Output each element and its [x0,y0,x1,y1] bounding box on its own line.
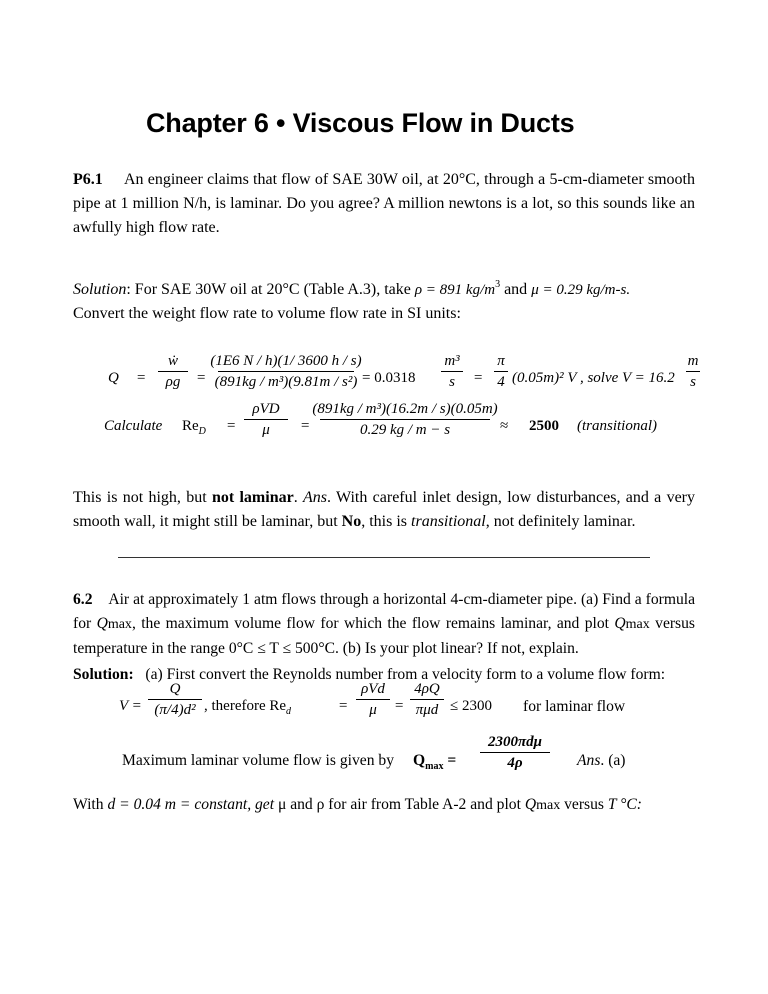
ans-label: Ans [303,489,328,506]
frac-num: π [497,353,505,369]
solution-text: : For SAE 30W oil at 20°C (Table A.3), take [126,281,415,298]
frac-num: ẇ [167,353,178,369]
frac-den: ρg [165,374,181,390]
laminar-note: for laminar flow [523,698,626,715]
qmax-subscript: max [625,617,650,632]
frac-num: ρVD [252,401,280,417]
eq-velocity-solve: (0.05m)² V , solve V = 16.2 [512,370,675,386]
transitional-note: (transitional) [577,418,658,434]
problem-6-1 [73,168,695,240]
frac-num: 2300πdμ [487,734,543,750]
laminar-limit: ≤ 2300 [450,698,492,714]
final-text: versus [560,796,608,813]
frac-den: μ [262,422,270,438]
ans-label: Ans [577,752,601,769]
eq-equals-4: = [473,370,484,386]
final-text: T °C: [607,796,642,813]
therefore-re [204,698,291,715]
eq-equals: = [447,752,457,769]
reynolds-result: 2500 [529,418,559,434]
conclusion-text: , this is [361,513,412,530]
eq-equals: = [136,370,147,386]
frac-num: m [687,353,699,369]
re-subscript: D [198,426,206,437]
fraction-weight-conversion [210,352,362,391]
eq-q-lhs: Q [108,370,119,386]
eq-equals-2: = [394,698,405,714]
section-divider [118,557,650,558]
fraction-pi-over-4 [494,352,508,391]
frac-den: 4 [497,374,505,390]
problem-label: P6.1 [73,171,103,188]
problem-6-2 [73,588,695,661]
re-subscript: d [286,706,292,717]
approx-sign: ≈ [500,418,509,434]
problem-text: , the maximum volume flow for which the flow remains laminar, and plot [131,615,615,632]
frac-num: (1E6 N / h)(1/ 3600 h / s) [210,353,362,369]
eq-v-lhs: V = [119,698,142,714]
frac-num: (891kg / m³)(16.2m / s)(0.05m) [312,401,498,417]
eq-equals-2: = [300,418,311,434]
eq-equals: = [338,698,349,714]
frac-num: m³ [444,353,460,369]
problem-text: Air at approximately 1 atm flows through a horizontal 4-cm-diameter pipe. (a) Find a formula for [73,591,696,632]
eq-flow-value: = 0.0318 [362,370,416,386]
fraction-q-over-area [148,680,202,719]
eq-equals-2: = [196,370,207,386]
qmax-symbol: Q [96,615,108,632]
conclusion-text: . With careful inlet design, low disturbances, and a very smooth wall, it might still be laminar, but [73,489,696,530]
final-text: μ and ρ for air from Table A-2 and plot [277,796,525,813]
rho-value: ρ = 891 kg/m [414,282,496,298]
problem-text: versus temperature in the range 0°C ≤ T ≤ 500°C. (b) Is your plot linear? If not, explain. [73,615,695,657]
frac-den: (891kg / m³)(9.81m / s²) [214,374,358,390]
fraction-rho-v-d-over-mu [356,680,390,719]
frac-den: s [449,374,455,390]
ans-a [577,752,626,770]
qmax-subscript: max [107,617,132,632]
re-symbol: Re [182,418,199,434]
final-line-6-2 [73,796,642,814]
conclusion-text: , not definitely laminar. [485,513,636,530]
re-lhs [182,418,206,435]
qmax-label: Maximum laminar volume flow is given by [122,752,394,769]
solution-text: (a) First convert the Reynolds number from a velocity form to a volume flow form: [145,666,666,683]
frac-den: s [690,374,696,390]
fraction-qmax-formula [480,733,550,772]
calculate-label: Calculate [104,418,163,434]
solution-label: Solution: [73,666,134,683]
frac-den: (π/4)d² [154,702,196,718]
fraction-m-per-s [686,352,700,391]
problem-text: An engineer claims that flow of SAE 30W oil, at 20°C, through a 5-cm-diameter smooth pipe at 1 million N/h, is laminar. Do you agree? A million newtons is a lot, so this sounds like an awfully high flow rate. [73,171,695,236]
chapter-title: Chapter 6 • Viscous Flow in Ducts [146,108,575,138]
therefore-text: , therefore Re [204,698,287,714]
conclusion-text: This is not high, but [73,489,212,506]
qmax-lhs [413,752,456,770]
frac-num: 4ρQ [414,681,440,697]
and-text: and [500,281,532,298]
rho-exponent: 3 [495,279,501,290]
solution-label: Solution [73,281,127,298]
conclusion-text: . [293,489,304,506]
final-text: With [73,796,108,813]
not-laminar: not laminar [211,489,294,506]
qmax-symbol: Q [524,796,537,813]
frac-num: ρVd [361,681,385,697]
problem-label: 6.2 [73,591,93,608]
frac-den: πμd [415,702,439,718]
frac-den: μ [369,702,377,718]
mu-value: μ = 0.29 kg/m-s. [531,282,631,298]
qmax-subscript: max [536,798,561,813]
qmax-symbol: Q [413,752,426,769]
fraction-rho-v-d-over-mu [244,400,288,439]
qmax-symbol: Q [614,615,626,632]
fraction-4-rho-q [410,680,444,719]
answer-no: No [341,513,362,530]
frac-den: 0.29 kg / m − s [359,422,451,438]
frac-num: Q [169,681,181,697]
fraction-m3-per-s [441,352,463,391]
solution-6-1-intro [73,278,695,326]
eq-equals: = [226,418,237,434]
frac-den: 4ρ [507,755,523,771]
solution-text-2: Convert the weight flow rate to volume flow rate in SI units: [73,305,461,322]
fraction-w-over-rho-g [158,352,188,391]
transitional-word: transitional [411,513,486,530]
ans-tail: . (a) [600,752,626,769]
conclusion-6-1 [73,486,695,534]
fraction-reynolds-numbers [312,400,498,439]
final-text: d = 0.04 m = constant, get [107,796,278,813]
qmax-subscript: max [425,761,444,772]
